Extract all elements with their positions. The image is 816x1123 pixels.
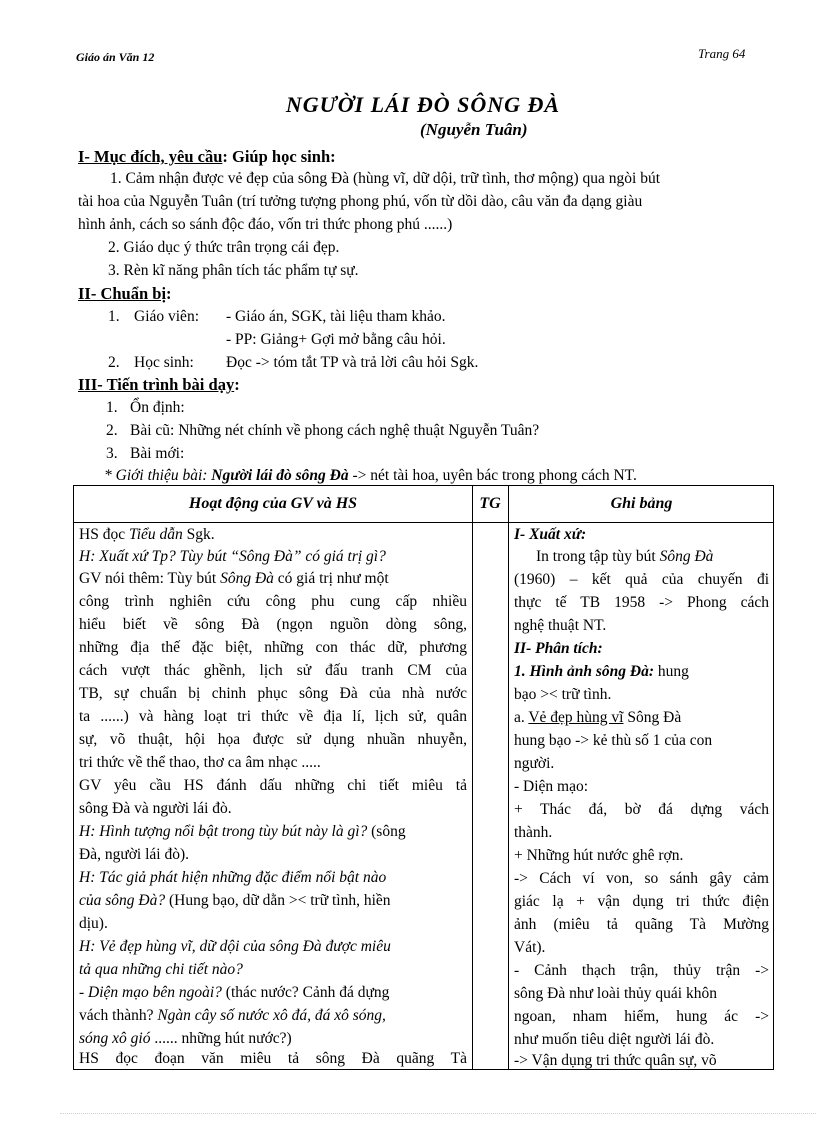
left-l1b: Tiểu dẫn: [128, 526, 183, 543]
section3-step1: Ổn định:: [130, 399, 185, 416]
left-l22a: vách thành?: [79, 1007, 158, 1024]
right-line-23: như muốn tiêu diệt người lái đò.: [514, 1031, 715, 1048]
section3-step2: Bài cũ: Những nét chính về phong cách nghệ thuật Nguyễn Tuân?: [130, 422, 540, 439]
right-line-24: -> Vận dụng tri thức quân sự, võ: [514, 1052, 717, 1069]
left-l23b: ...... những hút nước?): [150, 1030, 292, 1047]
left-line-13: sông Đà và người lái đò.: [79, 800, 232, 817]
left-l3c: có giá trị như một: [273, 570, 389, 587]
section3-heading: [78, 374, 240, 396]
section2-heading: [78, 283, 172, 305]
intro-title: Người lái đò sông Đà: [211, 467, 349, 484]
section3-step3-num: 3.: [106, 445, 118, 462]
right-line-11: người.: [514, 755, 555, 772]
section1-item1-line3: hình ảnh, cách so sánh độc đáo, vốn tri thức phong phú ......): [78, 216, 453, 233]
footer-rule: [60, 1113, 816, 1114]
left-line-1: [79, 524, 215, 546]
section2-suffix: :: [166, 284, 172, 303]
right-r2a: In trong tập tùy bút: [536, 548, 660, 565]
left-line-24: HS đọc đoạn văn miêu tả sông Đà quãng Tà: [79, 1050, 467, 1067]
left-l21b: (thác nước? Cảnh đá dựng: [221, 984, 390, 1001]
left-l14a: H: Hình tượng nổi bật trong tùy bút này là gì?: [79, 823, 368, 840]
left-line-16: H: Tác giả phát hiện những đặc điểm nổi bật nào: [79, 869, 387, 886]
left-line-23: [79, 1028, 292, 1050]
right-line-14: thành.: [514, 824, 553, 841]
section2-hs-label: Học sinh:: [134, 354, 194, 371]
left-l17b: (Hung bạo, dữ dằn >< trữ tình, hiền: [165, 892, 391, 909]
left-line-9: ta ......) và hàng loạt tri thức về địa lí, lịch sử, quân: [79, 708, 467, 725]
left-l14b: (sông: [367, 823, 406, 840]
right-line-5: nghệ thuật NT.: [514, 617, 607, 634]
section2-hs-num: 2.: [108, 354, 120, 371]
left-line-14: [79, 821, 406, 843]
author: (Nguyễn Tuân): [420, 120, 528, 139]
left-line-17: [79, 890, 391, 912]
right-r9a: a.: [514, 709, 529, 726]
left-line-6: những địa thế đặc biệt, những con thác dữ, phương: [79, 639, 467, 656]
left-line-10: sự, võ thuật, hội họa được sử dụng nhuần nhuyễn,: [79, 731, 467, 748]
right-line-4: thực tế TB 1958 -> Phong cách: [514, 594, 769, 611]
left-line-22: [79, 1005, 386, 1027]
left-l22b: Ngàn cây số nước xô đá, đá xô sóng,: [157, 1007, 386, 1024]
right-line-9: [514, 707, 681, 729]
left-l21a: - Diện mạo bên ngoài?: [79, 984, 222, 1001]
right-line-20: - Cảnh thạch trận, thủy trận ->: [514, 962, 769, 979]
right-line-22: ngoan, nham hiểm, hung ác ->: [514, 1008, 769, 1025]
left-line-12: GV yêu cầu HS đánh dấu những chi tiết miêu tả: [79, 777, 467, 794]
section2-gv-line1: - Giáo án, SGK, tài liệu tham khảo.: [226, 308, 446, 325]
left-line-15: Đà, người lái đò).: [79, 846, 190, 863]
right-line-10: hung bạo -> kẻ thù số 1 của con: [514, 732, 713, 749]
section2-gv-line2: - PP: Giảng+ Gợi mở bằng câu hỏi.: [226, 331, 446, 348]
left-line-21: [79, 982, 389, 1004]
left-l17a: của sông Đà?: [79, 892, 166, 909]
right-line-6: II- Phân tích:: [514, 640, 603, 657]
header-left: Giáo án Văn 12: [76, 50, 155, 64]
right-line-19: Vát).: [514, 939, 546, 956]
left-line-8: TB, sự chuẩn bị chinh phục sông Đà của nhà nước: [79, 685, 467, 702]
right-line-15: + Những hút nước ghê rợn.: [514, 847, 684, 864]
header-divider: [74, 522, 773, 523]
section1-item2: 2. Giáo dục ý thức trân trọng cái đẹp.: [108, 239, 340, 256]
left-l23a: sóng xô gió: [79, 1030, 151, 1047]
col-header-tg: TG: [479, 495, 501, 512]
section1-heading: [78, 146, 336, 168]
left-line-2: H: Xuất xứ Tp? Tùy bút “Sông Đà” có giá trị gì?: [79, 548, 386, 565]
left-l3a: GV nói thêm: Tùy bút: [79, 570, 221, 587]
section3-label: III- Tiến trình bài dạy: [78, 375, 235, 394]
section1-item1-line2: tài hoa của Nguyễn Tuân (trí tưởng tượng phong phú, vốn từ dồi dào, câu văn đa dạng giàu: [78, 193, 643, 210]
right-line-7: [514, 661, 769, 683]
section1-item3: 3. Rèn kĩ năng phân tích tác phẩm tự sự.: [108, 262, 359, 279]
right-line-21: sông Đà như loài thủy quái khôn: [514, 985, 717, 1002]
section3-step3: Bài mới:: [130, 445, 185, 462]
right-line-8: bạo >< trữ tình.: [514, 686, 612, 703]
section3-step2-num: 2.: [106, 422, 118, 439]
left-l1a: HS đọc: [79, 526, 129, 543]
right-line-13: + Thác đá, bờ đá dựng vách: [514, 801, 769, 818]
section2-gv-num: 1.: [108, 308, 120, 325]
col-divider-2: [508, 486, 509, 1069]
col-divider-1: [472, 486, 473, 1069]
left-line-18: dịu).: [79, 915, 108, 932]
section3-step1-num: 1.: [106, 399, 118, 416]
right-line-17: giác lạ + vận dụng tri thức điện: [514, 893, 769, 910]
section3-suffix: :: [234, 375, 240, 394]
intro-line: [104, 465, 637, 487]
col-header-activities: Hoạt động của GV và HS: [188, 495, 358, 512]
left-l3b: Sông Đà: [220, 570, 274, 587]
left-line-5: hiểu biết về sông Đà (ngọn nguồn dòng sông,: [79, 616, 467, 633]
right-r7b: hung: [653, 663, 689, 680]
right-r9c: Sông Đà: [623, 709, 682, 726]
left-line-4: công trình nghiên cứu công phu cung cấp nhiều: [79, 593, 467, 610]
right-line-1: I- Xuất xứ:: [514, 526, 587, 543]
document-title: [0, 92, 816, 118]
right-line-16: -> Cách ví von, so sánh gây cảm: [514, 870, 769, 887]
left-line-19: H: Vẻ đẹp hùng vĩ, dữ dội của sông Đà được miêu: [79, 938, 391, 955]
left-line-3: [79, 568, 467, 590]
lesson-table: [73, 485, 774, 1070]
right-line-3: (1960) – kết quả của chuyến đi: [514, 571, 769, 588]
section1-label: I- Mục đích, yêu cầu: [78, 147, 223, 166]
section2-gv-label: Giáo viên:: [134, 308, 199, 325]
left-line-7: cách vượt thác ghềnh, lịch sử đấu tranh CM của: [79, 662, 467, 679]
right-line-18: ảnh (miêu tả quãng Tà Mường: [514, 916, 769, 933]
section2-hs-line: Đọc -> tóm tắt TP và trả lời câu hỏi Sgk.: [226, 354, 479, 371]
title-text: NGƯỜI LÁI ĐÒ SÔNG ĐÀ: [285, 92, 561, 117]
left-line-20: tả qua những chi tiết nào?: [79, 961, 243, 978]
col-header-notes: Ghi bảng: [610, 495, 673, 512]
section1-item1-line1: 1. Cảm nhận được vẻ đẹp của sông Đà (hùng vĩ, dữ dội, trữ tình, thơ mộng) qua ngòi bút: [110, 170, 661, 187]
right-line-12: - Diện mạo:: [514, 778, 589, 795]
left-line-11: tri thức về thể thao, thơ ca âm nhạc .....: [79, 754, 321, 771]
intro-rest: -> nét tài hoa, uyên bác trong phong cách NT.: [348, 467, 637, 484]
section2-label: II- Chuẩn bị: [78, 284, 167, 303]
page-number: Trang 64: [698, 46, 746, 61]
intro-lead: * Giới thiệu bài:: [104, 467, 208, 484]
left-l1c: Sgk.: [182, 526, 215, 543]
right-line-2: [536, 546, 713, 568]
right-r7a: 1. Hình ảnh sông Đà:: [514, 663, 654, 680]
section1-suffix: : Giúp học sinh:: [222, 147, 336, 166]
right-r2b: Sông Đà: [659, 548, 714, 565]
right-r9b: Vẻ đẹp hùng vĩ: [528, 709, 624, 726]
